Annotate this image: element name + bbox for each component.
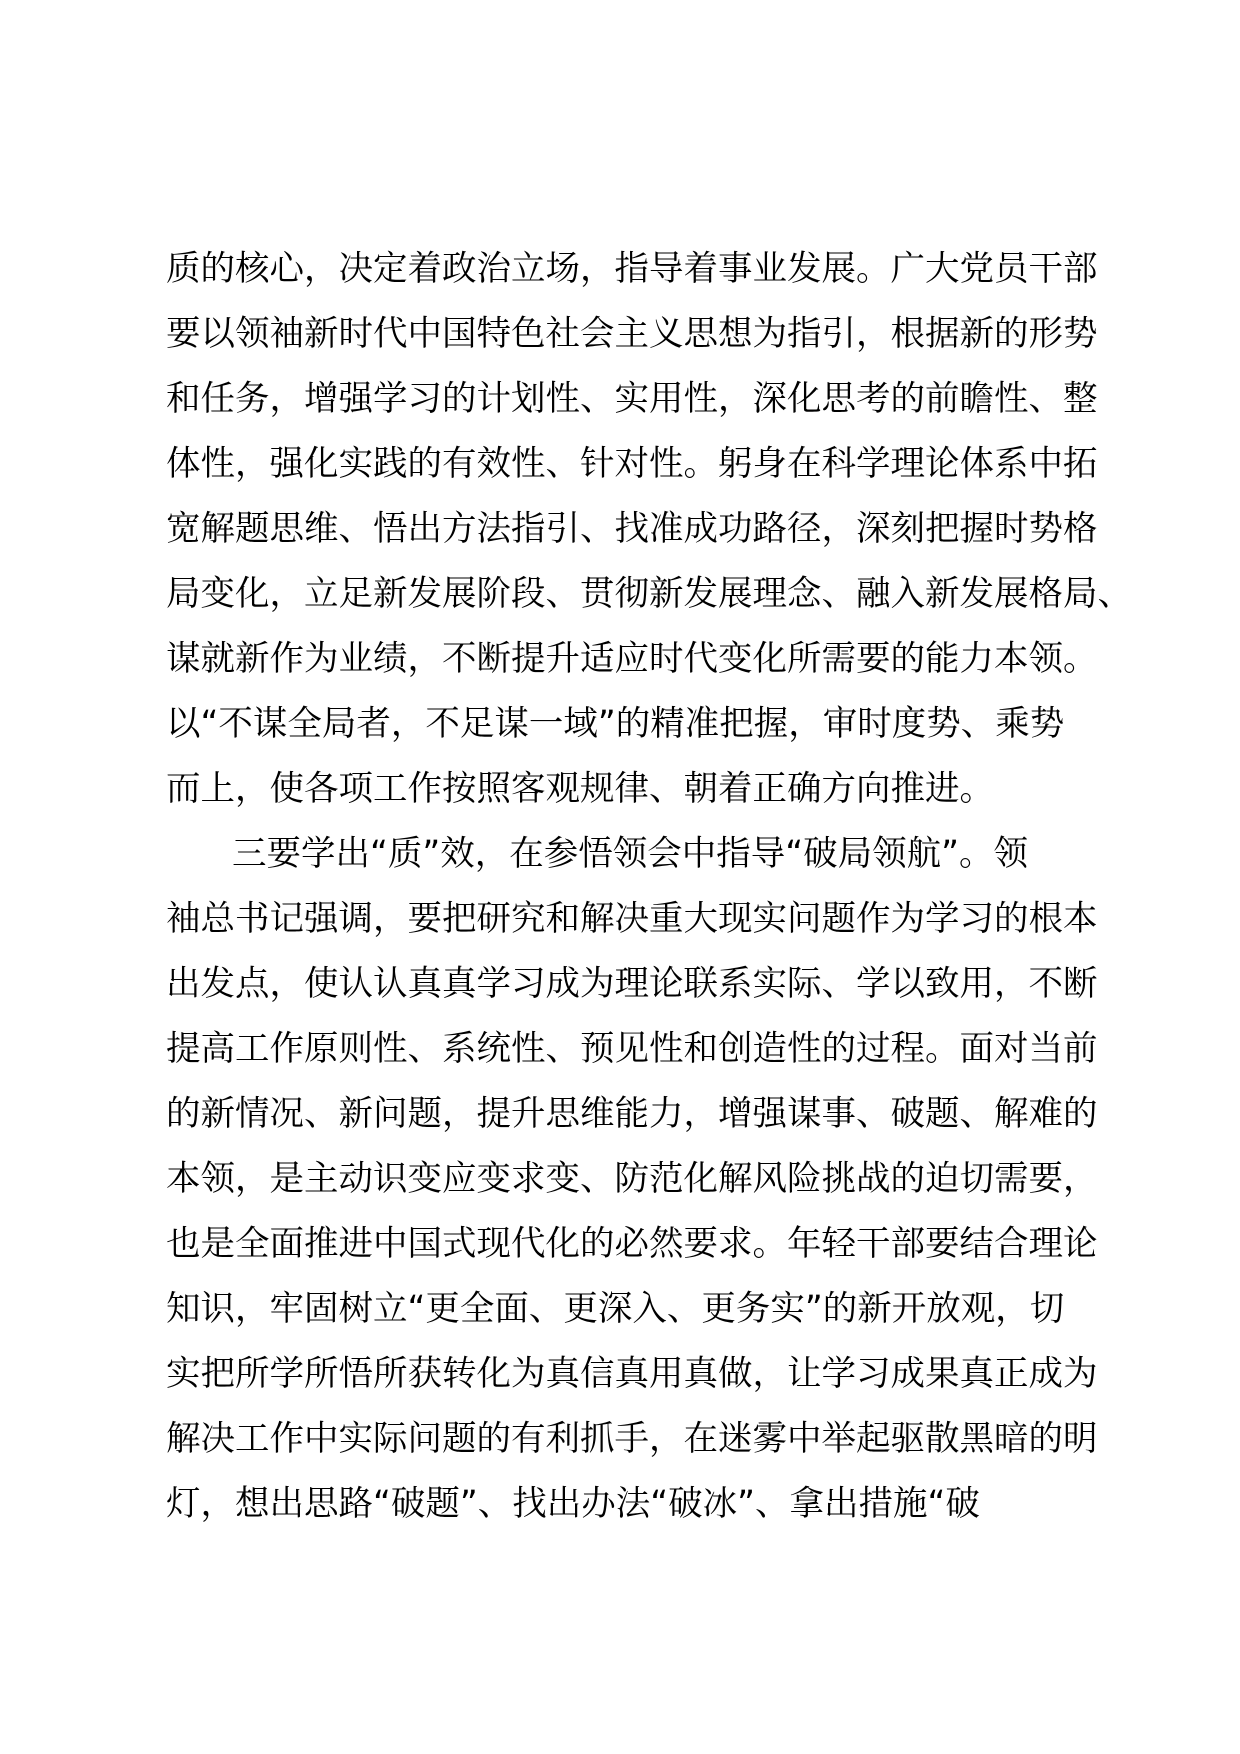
body-text bbox=[166, 237, 1132, 1537]
text-line: 体性，强化实践的有效性、针对性。躬身在科学理论体系中拓 bbox=[166, 444, 1098, 484]
text-line: 出发点，使认认真真学习成为理论联系实际、学以致用，不断 bbox=[166, 964, 1098, 1004]
text-line: 的新情况、新问题，提升思维能力，增强谋事、破题、解难的 bbox=[166, 1094, 1098, 1134]
text-line: 提高工作原则性、系统性、预见性和创造性的过程。面对当前 bbox=[166, 1029, 1098, 1069]
text-line: 谋就新作为业绩，不断提升适应时代变化所需要的能力本领。 bbox=[166, 639, 1098, 679]
text-line: 也是全面推进中国式现代化的必然要求。年轻干部要结合理论 bbox=[166, 1224, 1098, 1264]
text-line: 宽解题思维、悟出方法指引、找准成功路径，深刻把握时势格 bbox=[166, 509, 1098, 549]
paragraph-start-line: 三要学出“质”效，在参悟领会中指导“破局领航”。领 bbox=[232, 834, 1028, 874]
text-line: 知识，牢固树立“更全面、更深入、更务实”的新开放观，切 bbox=[166, 1289, 1065, 1329]
text-line: 质的核心，决定着政治立场，指导着事业发展。广大党员干部 bbox=[166, 249, 1098, 289]
text-line: 解决工作中实际问题的有利抓手，在迷雾中举起驱散黑暗的明 bbox=[166, 1419, 1098, 1459]
text-line: 袖总书记强调，要把研究和解决重大现实问题作为学习的根本 bbox=[166, 899, 1098, 939]
text-line: 本领，是主动识变应变求变、防范化解风险挑战的迫切需要， bbox=[166, 1159, 1098, 1199]
text-line: 局变化，立足新发展阶段、贯彻新发展理念、融入新发展格局、 bbox=[166, 574, 1132, 614]
text-line: 以“不谋全局者，不足谋一域”的精准把握，审时度势、乘势 bbox=[166, 704, 1065, 744]
text-line: 灯，想出思路“破题”、找出办法“破冰”、拿出措施“破 bbox=[166, 1484, 980, 1524]
text-line: 实把所学所悟所获转化为真信真用真做，让学习成果真正成为 bbox=[166, 1354, 1098, 1394]
text-line: 而上，使各项工作按照客观规律、朝着正确方向推进。 bbox=[166, 769, 994, 809]
text-line: 要以领袖新时代中国特色社会主义思想为指引，根据新的形势 bbox=[166, 314, 1098, 354]
text-line: 和任务，增强学习的计划性、实用性，深化思考的前瞻性、整 bbox=[166, 379, 1098, 419]
